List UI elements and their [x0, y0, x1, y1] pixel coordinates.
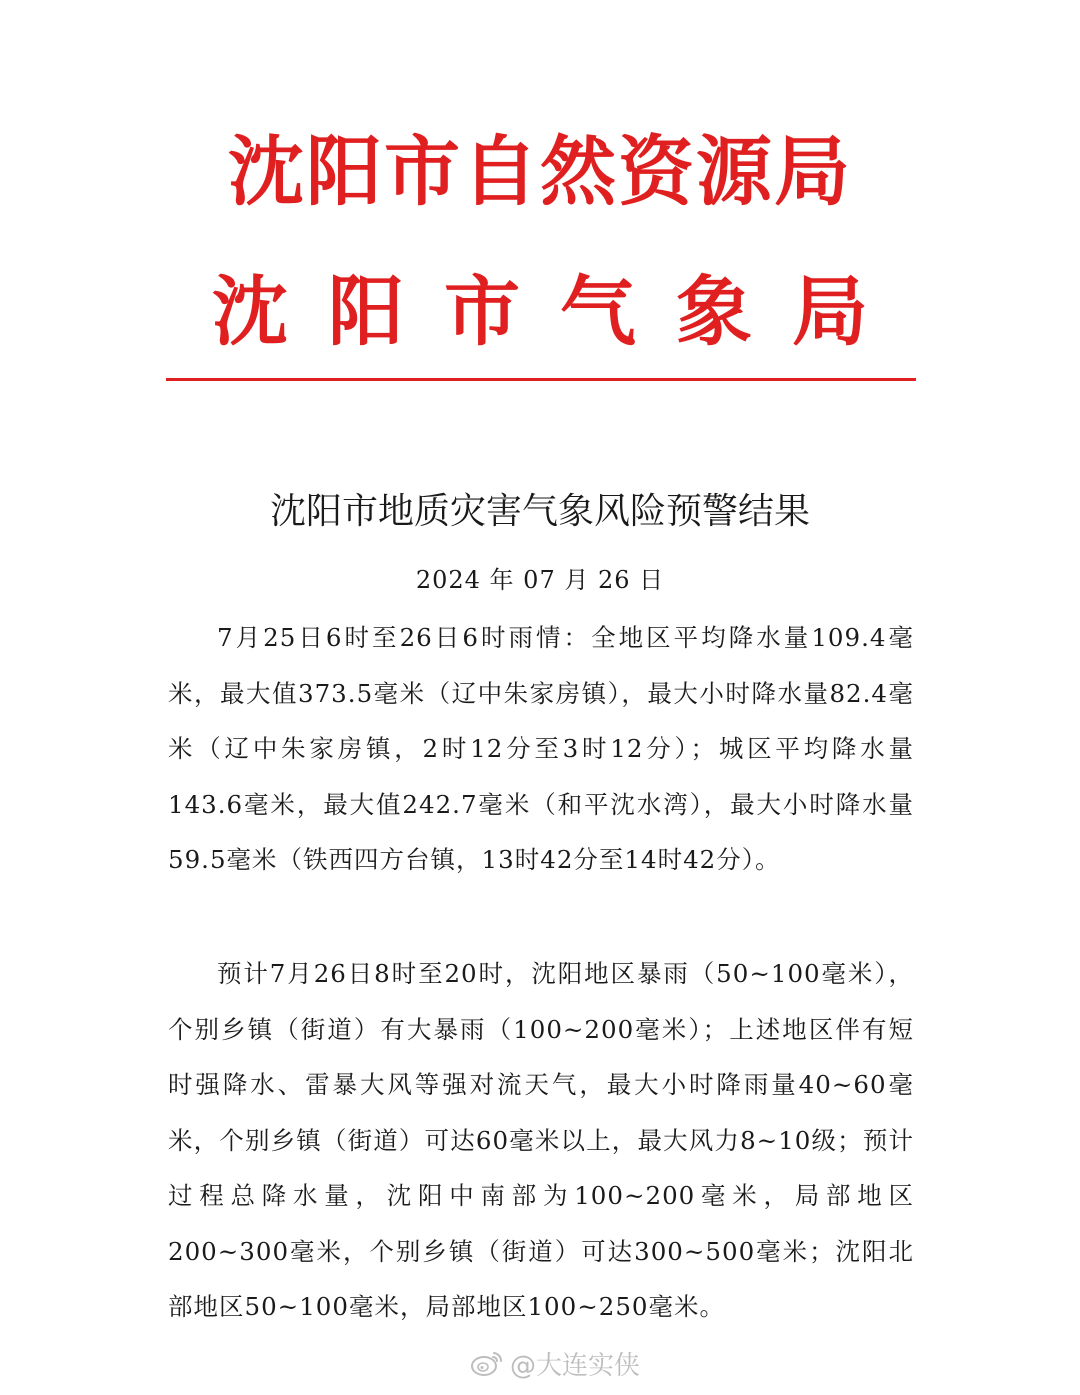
- weibo-logo-icon: [470, 1349, 504, 1377]
- issuing-agency-natural-resources: 沈阳市自然资源局: [228, 127, 852, 216]
- watermark-text: @大连实侠: [510, 1350, 641, 1381]
- weibo-watermark: [470, 1346, 640, 1380]
- issuing-agency-meteorology: 沈阳市气象局: [212, 267, 908, 356]
- document-title: 沈阳市地质灾害气象风险预警结果: [269, 491, 810, 532]
- document-date: 2024 年 07 月 26 日: [415, 566, 665, 594]
- header-red-divider: [166, 378, 916, 381]
- paragraph-rainfall-forecast: 预计7月26日8时至20时，沈阳地区暴雨（50~100毫米），个别乡镇（街道）有大暴雨（100~200毫米）；上述地区伴有短时强降水、雷暴大风等强对流天气，最大小时降雨量40~60毫米，个别乡镇（街道）可达60毫米以上，最大风力8~10级；预计过程总降水量，沈阳中南部为100~200毫米，局部地区200~300毫米，个别乡镇（街道）可达300~500毫米；沈阳北部地区50~100毫米，局部地区100~250毫米。: [168, 959, 914, 1321]
- paragraph-rainfall-observed: 7月25日6时至26日6时雨情：全地区平均降水量109.4毫米，最大值373.5毫米（辽中朱家房镇），最大小时降水量82.4毫米（辽中朱家房镇，2时12分至3时12分）；城区平均降水量143.6毫米，最大值242.7毫米（和平沈水湾），最大小时降水量59.5毫米（铁西四方台镇，13时42分至14时42分）。: [168, 623, 915, 874]
